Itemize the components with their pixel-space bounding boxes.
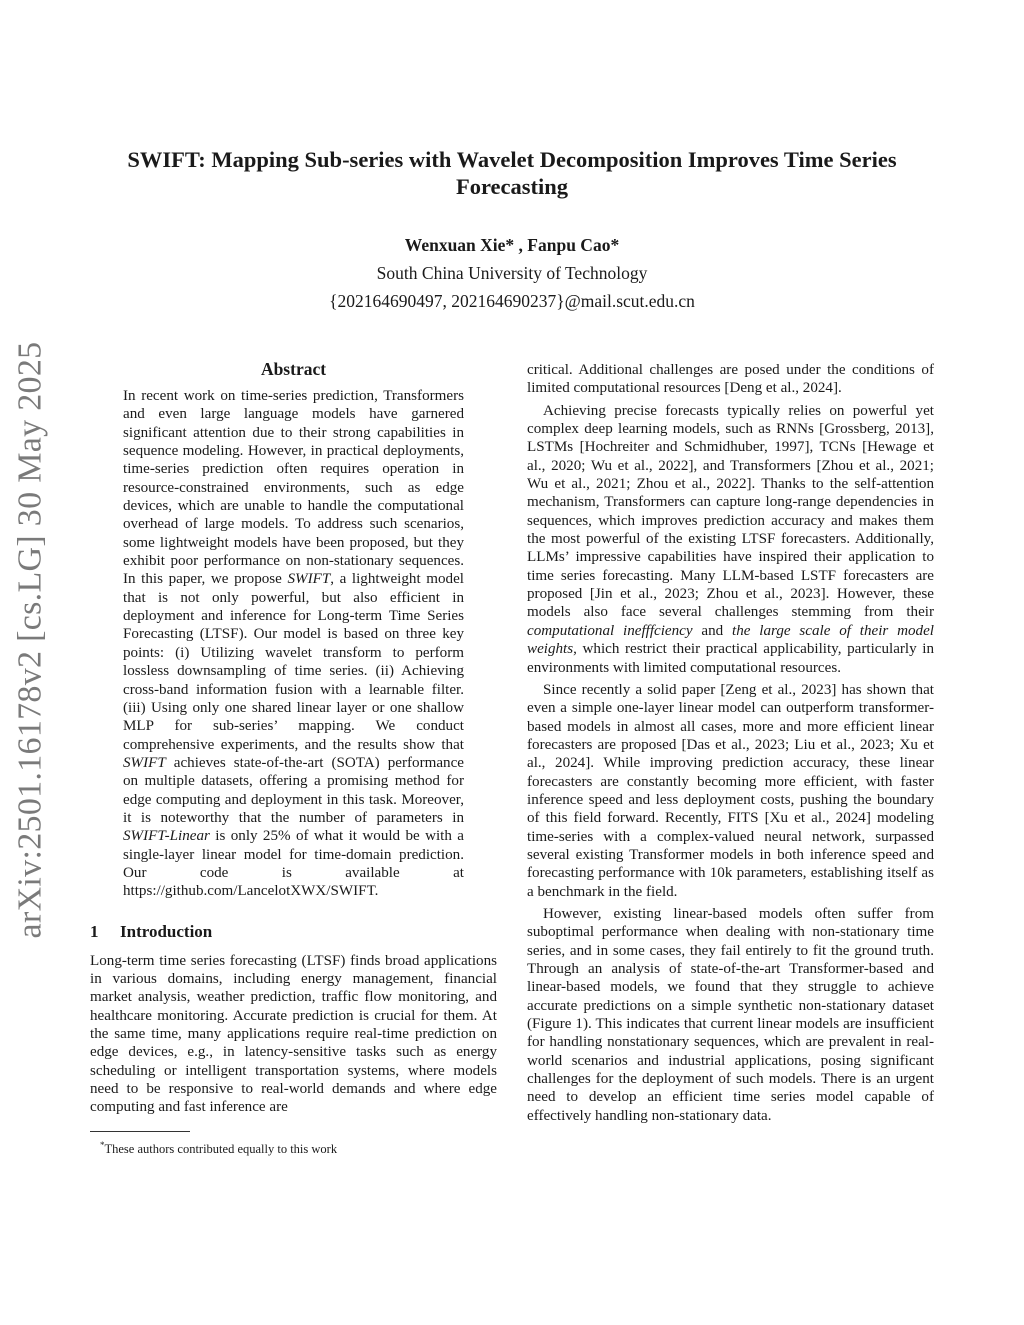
paragraph: critical. Additional challenges are posed under the conditions of limited computational resources [Deng et al., 2024]. — [527, 362, 934, 397]
model-name: SWIFT — [287, 571, 331, 588]
abstract-heading: Abstract — [260, 359, 327, 379]
paragraph: However, existing linear-based models often suffer from suboptimal performance when dealing with non-stationary time series, and in some cases, they fail entirely to fit the ground truth. Through an analysis of state-of-the-art Transformer-based and linear-based models, we found that they struggle to achieve accurate predictions on a simple synthetic non-stationary dataset (Figure 1). This indicates that current linear models are insufficient for handling nonstationary sequences, which are prevalent in real-world scenarios and industrial applications, posing significant challenges for the deployment of such models. There is an urgent need to develop an efficient time series model capable of effectively handling non-stationary data. — [527, 905, 934, 1124]
author-block — [90, 231, 934, 315]
left-column — [90, 358, 497, 1157]
paper-title: SWIFT: Mapping Sub-series with Wavelet Decomposition Improves Time Series Forecasting — [127, 147, 897, 199]
model-name: SWIFT-Linear — [123, 828, 210, 845]
model-name: SWIFT — [123, 754, 166, 771]
affiliation: South China University of Technology — [376, 263, 648, 283]
right-column — [527, 361, 934, 1129]
footnote: *These authors contributed equally to this work — [100, 1139, 338, 1156]
email: {202164690497, 202164690237}@mail.scut.edu.cn — [329, 291, 695, 311]
section-heading-introduction — [90, 921, 497, 943]
paragraph: Since recently a solid paper [Zeng et al., 2023] has shown that even a simple one-layer linear model can outperform transformer-based models in almost all cases, more and more efficient linear forecasters are proposed [Das et al., 2023; Liu et al., 2023; Xu et al., 2024]. While improving prediction accuracy, these linear forecasters are constantly becoming more efficient, with faster inference speed and less deployment costs, pushing the boundary of this field forward. Recently, FITS [Xu et al., 2024] modeling time-series with a complex-valued neural network, surpassed several existing Transformer models in both inference speed and forecasting performance with 10k parameters, establishing itself as a benchmark in the field. — [527, 681, 934, 900]
abstract-text: In recent work on time-series prediction, Transformers and even large language models have garnered significant attention due to their strong capabilities in sequence modeling. However, in practical deployments, time-series prediction often requires operation in resource-constrained environments, such as edge devices, which are unable to handle the computational overhead of large models. To address such scenarios, some lightweight models have been proposed, but they exhibit poor performance on non-stationary sequences. In this paper, we propose SWIFT, a lightweight model that is not only powerful, but also efficient in deployment and inference for Long-term Time Series Forecasting (LTSF). Our model is based on three key points: (i) Utilizing wavelet transform to perform lossless downsampling of time series. (ii) Achieving cross-band information fusion with a learnable filter. (iii) Using only one shared linear layer or one shallow MLP for sub-series’ mapping. We conduct comprehensive experiments, and the results show that SWIFT achieves state-of-the-art (SOTA) performance on multiple datasets, offering a promising method for edge computing and deployment in this task. Moreover, it is noteworthy that the number of parameters in SWIFT-Linear is only 25% of what it would be with a single-layer linear model for time-domain prediction. Our code is available at https://github.com/LancelotXWX/SWIFT. — [123, 388, 464, 900]
section-title: Introduction — [120, 921, 213, 941]
section-number: 1 — [90, 921, 99, 941]
arxiv-stamp — [0, 340, 60, 940]
author-names: Wenxuan Xie* , Fanpu Cao* — [404, 235, 620, 255]
paragraph: Achieving precise forecasts typically relies on powerful yet complex deep learning models, such as RNNs [Grossberg, 2013], LSTMs [Hochreiter and Schmidhuber, 1997], TCNs [Hewage et al., 2020; Wu et al., 2022], and Transformers [Zhou et al., 2021; Wu et al., 2021; Zhou et al., 2022]. Thanks to the self-attention mechanism, Transformers can capture long-range dependencies in sequences, which improves prediction accuracy and makes them the most powerful of the existing LTSF forecasters. Additionally, LLMs’ impressive capabilities have inspired their application to time series forecasting. Many LLM-based LSTF forecasters are proposed [Jin et al., 2023; Zhou et al., 2023]. However, these models also face several challenges stemming from their computational inefffciency and the large scale of their model weights, which restrict their practical applicability, particularly in environments with limited computational resources. — [527, 402, 934, 676]
abstract — [90, 358, 497, 901]
intro-paragraph: Long-term time series forecasting (LTSF) finds broad applications in various domains, including energy management, financial market analysis, weather prediction, traffic flow monitoring, and healthcare monitoring. Accurate prediction is crucial for them. At the same time, many applications require real-time prediction on edge devices, e.g., in latency-sensitive tasks such as energy scheduling or intelligent transportation systems, where models need to be responsive to real-world demands and where edge computing and fast inference are — [90, 952, 497, 1116]
arxiv-id: arXiv:2501.16178v2 [cs.LG] 30 May 2025 — [11, 341, 48, 939]
footnote-rule — [90, 1131, 190, 1132]
